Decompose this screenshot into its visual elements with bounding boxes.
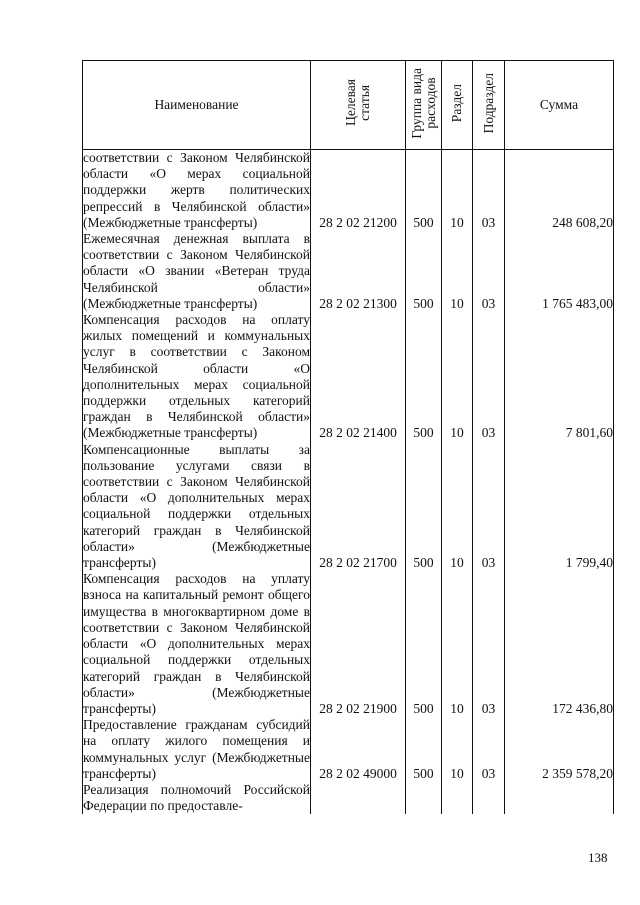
- table-row: [83, 231, 614, 312]
- header-section-label: Раздел: [449, 83, 464, 122]
- row-name: Ежемесячная денежная выплата в соответствии с Законом Челябинской области «О звании «Ветеран труда Челябинской области» (Межбюджетные трансферты): [83, 231, 310, 311]
- table-row: [83, 312, 614, 442]
- row-section: 10: [442, 150, 473, 232]
- row-group: 500: [406, 442, 442, 572]
- row-sum: [505, 782, 614, 814]
- header-article-label: [344, 79, 372, 126]
- header-section: [442, 61, 473, 150]
- row-article: 28 2 02 21400: [311, 312, 406, 442]
- table-row: [83, 150, 614, 232]
- header-group: [406, 61, 442, 150]
- row-subsection: 03: [473, 231, 505, 312]
- row-section: 10: [442, 312, 473, 442]
- budget-table: [82, 60, 614, 814]
- row-sum: 172 436,80: [505, 571, 614, 717]
- row-group: 500: [406, 231, 442, 312]
- row-article: 28 2 02 21200: [311, 150, 406, 232]
- row-subsection: 03: [473, 717, 505, 782]
- header-group-line1: Группа вида: [408, 67, 424, 139]
- row-article: 28 2 02 49000: [311, 717, 406, 782]
- row-sum: 2 359 578,20: [505, 717, 614, 782]
- row-sum: 7 801,60: [505, 312, 614, 442]
- table-row: [83, 782, 614, 814]
- row-article: 28 2 02 21700: [311, 442, 406, 572]
- row-group: 500: [406, 150, 442, 232]
- row-section: 10: [442, 442, 473, 572]
- table-body: [83, 150, 614, 815]
- row-sum: 1 799,40: [505, 442, 614, 572]
- row-group: 500: [406, 571, 442, 717]
- row-section: [442, 782, 473, 814]
- row-section: 10: [442, 717, 473, 782]
- row-group: 500: [406, 717, 442, 782]
- header-subsection-label: Подраздел: [480, 72, 496, 134]
- table-row: [83, 442, 614, 572]
- table-row: [83, 717, 614, 782]
- header-group-label: [410, 68, 438, 139]
- row-subsection: 03: [473, 571, 505, 717]
- row-name: Компенсация расходов на оплату жилых помещений и коммунальных услуг в соответствии с Законом Челябинской области «О дополнительных мерах социальной поддержки отдельных категорий граждан в Челябинской области» (Межбюджетные трансферты): [83, 312, 310, 441]
- row-sum: 1 765 483,00: [505, 231, 614, 312]
- header-group-line2: расходов: [422, 77, 438, 129]
- row-subsection: 03: [473, 312, 505, 442]
- header-article-line1: Целевая: [343, 79, 358, 127]
- row-group: [406, 782, 442, 814]
- header-name-label: Наименование: [154, 96, 239, 112]
- row-section: 10: [442, 231, 473, 312]
- row-subsection: [473, 782, 505, 814]
- row-group: 500: [406, 312, 442, 442]
- header-article-line2: статья: [357, 84, 372, 121]
- row-name: Реализация полномочий Российской Федерации по предоставле-: [83, 781, 310, 814]
- header-sum: [505, 61, 614, 150]
- row-name: Предоставление гражданам субсидий на оплату жилого помещения и коммунальных услуг (Межбюджетные трансферты): [83, 717, 310, 781]
- row-subsection: 03: [473, 442, 505, 572]
- header-sum-label: Сумма: [539, 96, 579, 112]
- row-article: [311, 782, 406, 814]
- table-row: [83, 571, 614, 717]
- row-name: Компенсационные выплаты за пользование услугами связи в соответствии с Законом Челябинской области «О дополнительных мерах социальной поддержки отдельных категорий граждан в Челябинской области» (Межбюджетные трансферты): [83, 441, 310, 571]
- row-name: соответствии с Законом Челябинской области «О мерах социальной поддержки жертв политических репрессий в Челябинской области» (Межбюджетные трансферты): [83, 150, 310, 230]
- header-article: [311, 61, 406, 150]
- page-number: 138: [588, 850, 608, 865]
- row-sum: 248 608,20: [505, 150, 614, 232]
- row-section: 10: [442, 571, 473, 717]
- row-article: 28 2 02 21300: [311, 231, 406, 312]
- row-subsection: 03: [473, 150, 505, 232]
- table-header: [83, 61, 614, 150]
- header-name: [83, 61, 311, 150]
- row-article: 28 2 02 21900: [311, 571, 406, 717]
- header-subsection: [473, 61, 505, 150]
- row-name: Компенсация расходов на уплату взноса на капитальный ремонт общего имущества в многоквартирном доме в соответствии с Законом Челябинской области «О дополнительных мерах социальной поддержки отдельных категорий граждан в Челябинской области» (Межбюджетные трансферты): [83, 571, 310, 716]
